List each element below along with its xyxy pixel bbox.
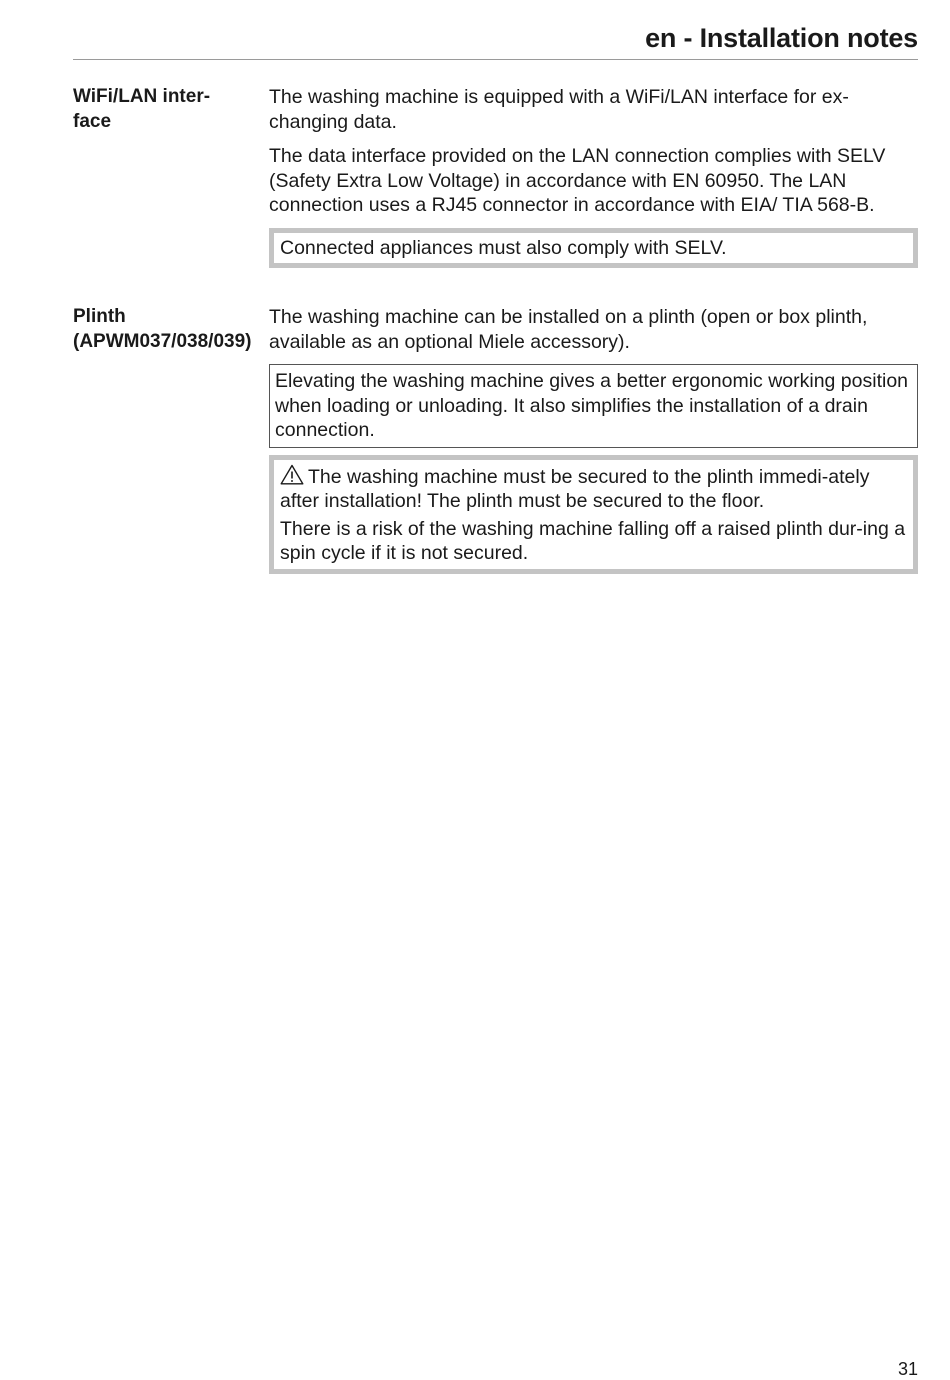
warning-text-secure-content: The washing machine must be secured to the plinth immedi-ately after installation! The plinth must be secured to the floor. [280, 465, 870, 512]
warning-triangle-icon [280, 464, 304, 485]
page-number: 31 [897, 1359, 918, 1379]
selv-note-box: Connected appliances must also comply with SELV. [269, 228, 918, 269]
section-label-wifi-lan: WiFi/LAN inter- face [73, 86, 211, 132]
paragraph-plinth-intro: The washing machine can be installed on a plinth (open or box plinth, available as an optional Miele accessory). [269, 306, 868, 353]
ergonomic-info-box: Elevating the washing machine gives a better ergonomic working position when loading or unloading. It also simplifies the installation of a drain connection. [269, 364, 918, 448]
plinth-warning-box [269, 455, 918, 574]
page-title: en - Installation notes [645, 23, 918, 53]
paragraph-wifi-intro: The washing machine is equipped with a WiFi/LAN interface for ex-changing data. [269, 86, 849, 133]
section-body-plinth [269, 305, 918, 574]
section-label-plinth: Plinth (APWM037/038/039) [73, 306, 252, 352]
section-body-wifi-lan [269, 85, 918, 276]
warning-text-risk: There is a risk of the washing machine falling off a raised plinth dur-ing a spin cycle if it is not secured. [280, 517, 906, 564]
paragraph-lan-selv: The data interface provided on the LAN connection complies with SELV (Safety Extra Low Voltage) in accordance with EN 60950. The LAN connection uses a RJ45 connector in accordance with EIA/ TIA 568-B. [269, 145, 886, 216]
page-header [73, 18, 918, 60]
warning-text-secure [280, 464, 907, 514]
